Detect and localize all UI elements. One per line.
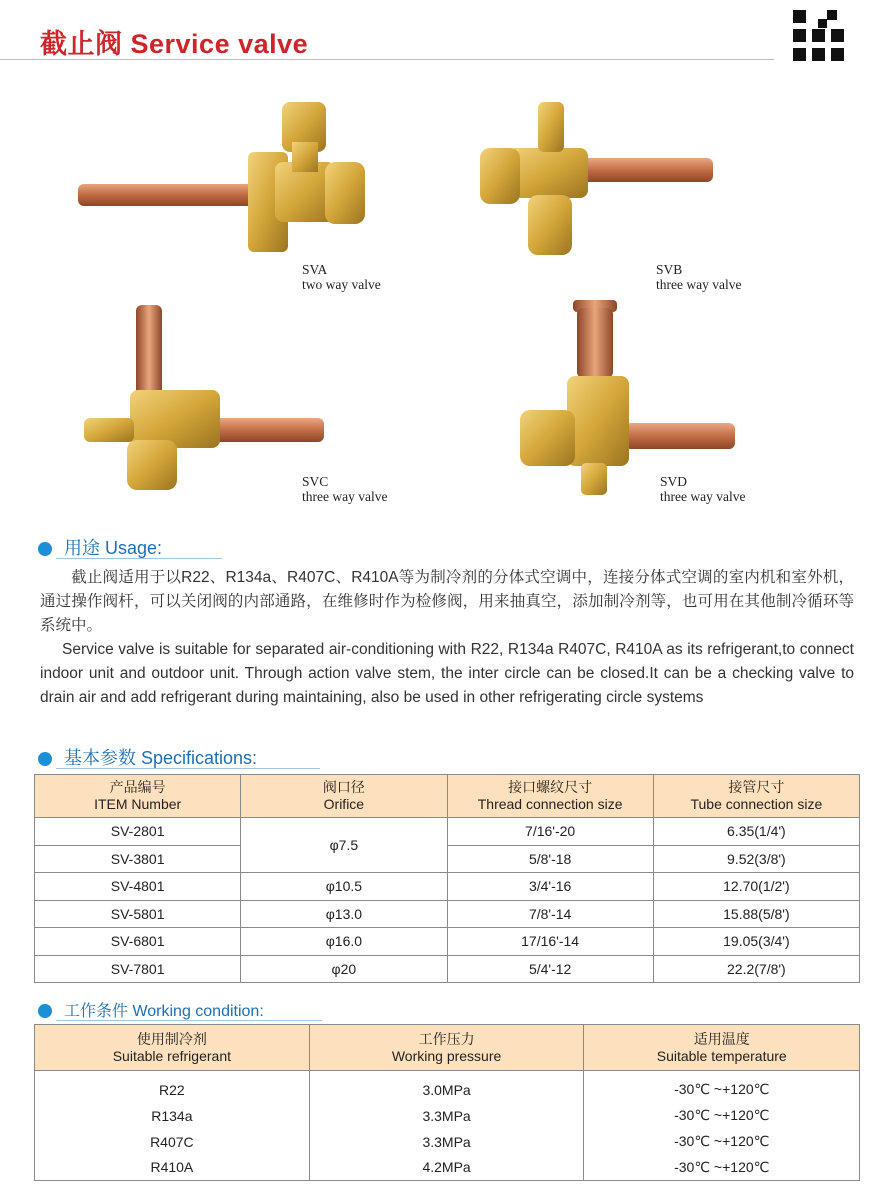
- item-cell: SV-7801: [35, 955, 241, 983]
- tube-cell: 6.35(1/4'): [653, 818, 859, 846]
- tube-cell: 15.88(5/8'): [653, 900, 859, 928]
- product-svd-caption: [660, 474, 745, 504]
- usage-text-en: Service valve is suitable for separated air-conditioning with R22, R134a R407C, R410A as its refrigerant,to connect indoor unit and outdoor unit. Through action valve stem, the inter circle can be closed.It can be a checking valve to drain air and add refrigerant during maintaining, also be used in other refrigerating circle systems: [40, 641, 854, 706]
- refrigerant-cell: R22: [35, 1071, 310, 1103]
- item-cell: SV-4801: [35, 873, 241, 901]
- table-row: [35, 1155, 860, 1181]
- product-svd-code: SVD: [660, 474, 688, 489]
- pressure-cell: 3.0MPa: [309, 1071, 584, 1103]
- table-row: [35, 1129, 860, 1155]
- product-svb-code: SVB: [656, 262, 683, 277]
- bullet-dot-icon: [38, 1004, 52, 1018]
- thread-cell: 5/4'-12: [447, 955, 653, 983]
- orifice-cell: φ13.0: [241, 900, 447, 928]
- tube-cell: 19.05(3/4'): [653, 928, 859, 956]
- column-header-temperature: 适用温度 Suitable temperature: [584, 1025, 860, 1071]
- orifice-cell: φ7.5: [241, 818, 447, 873]
- refrigerant-cell: R407C: [35, 1129, 310, 1155]
- temperature-cell: -30℃ ~+120℃: [584, 1071, 860, 1103]
- product-svc-code: SVC: [302, 474, 329, 489]
- specifications-heading-underline: [56, 768, 320, 769]
- product-svd-desc: three way valve: [660, 489, 746, 504]
- orifice-cell: φ20: [241, 955, 447, 983]
- specifications-heading-label: 基本参数 Specifications:: [64, 748, 258, 768]
- working-heading-underline: [56, 1020, 322, 1021]
- tube-cell: 22.2(7/8'): [653, 955, 859, 983]
- page-title: 截止阀 Service valve: [40, 29, 309, 59]
- usage-heading-label: 用途 Usage:: [64, 538, 163, 558]
- orifice-cell: φ16.0: [241, 928, 447, 956]
- usage-heading-underline: [56, 558, 222, 559]
- table-row: [35, 928, 860, 956]
- column-header-pressure: 工作压力 Working pressure: [309, 1025, 584, 1071]
- table-row: [35, 900, 860, 928]
- product-svb-desc: three way valve: [656, 277, 742, 292]
- product-svb-caption: [656, 262, 741, 292]
- product-sva-code: SVA: [302, 262, 328, 277]
- orifice-cell: φ10.5: [241, 873, 447, 901]
- table-row: [35, 873, 860, 901]
- brand-logo: [793, 10, 849, 62]
- product-svb-image: [478, 100, 718, 265]
- thread-cell: 3/4'-16: [447, 873, 653, 901]
- temperature-cell: -30℃ ~+120℃: [584, 1103, 860, 1129]
- working-heading-label: 工作条件 Working condition:: [64, 1003, 264, 1020]
- product-sva-image: [70, 92, 370, 257]
- pressure-cell: 3.3MPa: [309, 1103, 584, 1129]
- bullet-dot-icon: [38, 752, 52, 766]
- header-divider: [0, 59, 774, 60]
- tube-cell: 12.70(1/2'): [653, 873, 859, 901]
- product-svd-image: [515, 298, 740, 498]
- pressure-cell: 4.2MPa: [309, 1155, 584, 1181]
- column-header-tube: 接管尺寸 Tube connection size: [653, 775, 859, 818]
- column-header-refrigerant: 使用制冷剂 Suitable refrigerant: [35, 1025, 310, 1071]
- working-condition-table: [34, 1024, 860, 1181]
- product-svc-desc: three way valve: [302, 489, 388, 504]
- column-header-thread: 接口螺纹尺寸 Thread connection size: [447, 775, 653, 818]
- pressure-cell: 3.3MPa: [309, 1129, 584, 1155]
- temperature-cell: -30℃ ~+120℃: [584, 1129, 860, 1155]
- table-header-row: [35, 1025, 860, 1071]
- thread-cell: 5/8'-18: [447, 845, 653, 873]
- refrigerant-cell: R410A: [35, 1155, 310, 1181]
- temperature-cell: -30℃ ~+120℃: [584, 1155, 860, 1181]
- bullet-dot-icon: [38, 542, 52, 556]
- column-header-orifice: 阀口径 Orifice: [241, 775, 447, 818]
- product-svc-image: [82, 300, 332, 495]
- item-cell: SV-6801: [35, 928, 241, 956]
- table-row: [35, 818, 860, 846]
- table-row: [35, 1071, 860, 1103]
- tube-cell: 9.52(3/8'): [653, 845, 859, 873]
- column-header-item: 产品编号 ITEM Number: [35, 775, 241, 818]
- table-row: [35, 845, 860, 873]
- table-row: [35, 955, 860, 983]
- usage-text-cn: 截止阀适用于以R22、R134a、R407C、R410A等为制冷剂的分体式空调中，连接分体式空调的室内机和室外机，通过操作阀杆，可以关闭阀的内部通路，在维修时作为检修阀，用来抽真空，添加制冷剂等，也可用在其他制冷循环等系统中。: [40, 569, 854, 634]
- thread-cell: 7/16'-20: [447, 818, 653, 846]
- specifications-table: [34, 774, 860, 983]
- product-sva-caption: [302, 262, 381, 292]
- product-sva-desc: two way valve: [302, 277, 381, 292]
- product-svc-caption: [302, 474, 387, 504]
- thread-cell: 17/16'-14: [447, 928, 653, 956]
- table-row: [35, 1103, 860, 1129]
- item-cell: SV-5801: [35, 900, 241, 928]
- thread-cell: 7/8'-14: [447, 900, 653, 928]
- table-header-row: [35, 775, 860, 818]
- refrigerant-cell: R134a: [35, 1103, 310, 1129]
- item-cell: SV-3801: [35, 845, 241, 873]
- item-cell: SV-2801: [35, 818, 241, 846]
